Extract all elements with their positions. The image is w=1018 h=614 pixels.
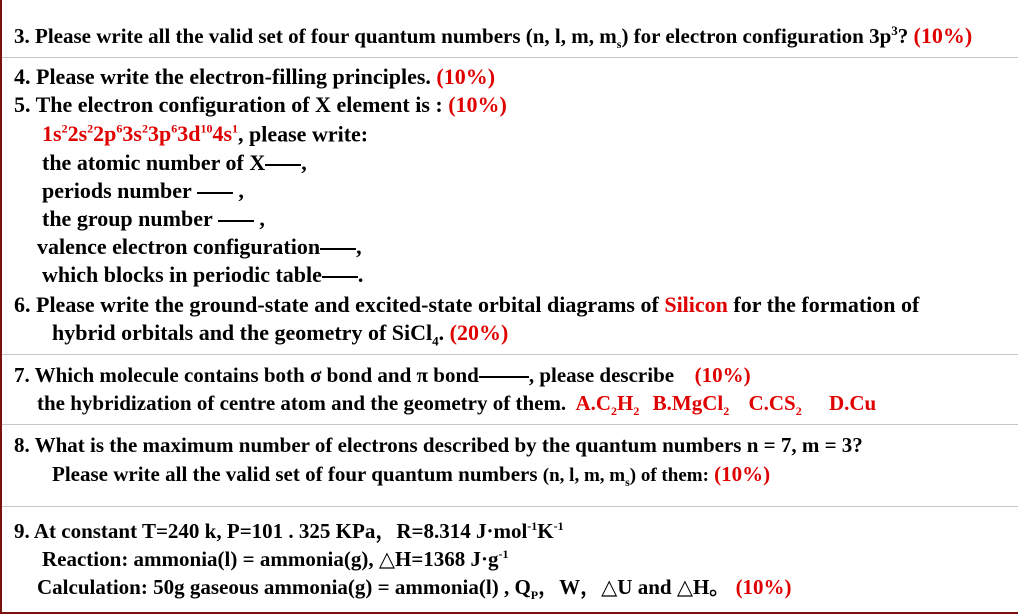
question-3-score: (10%) [913,23,973,48]
answer-blank [197,192,233,194]
question-9-score: (10%) [735,575,792,599]
question-5-text: 5. The electron configuration of X element is : [14,92,443,117]
question-3-text: 3. Please write all the valid set of four quantum numbers (n, l, m, m [14,24,617,48]
electron-configuration: $1s^22s^22p^63s^23p^63d^{10}4s^1$ [42,121,238,147]
answer-blank [479,376,529,378]
clipped-previous-question [332,0,672,4]
item-valence-config: valence electron configuration , [37,234,362,259]
question-6-line-2: hybrid orbitals and the geometry of SiCl$_4$. (20%) [52,320,509,349]
answer-blank [320,248,356,250]
question-7-line-2: the hybridization of centre atom and the geometry of them. $A.C_2H_2$ B.MgCl$_2$ $C.CS_2$ D.Cu [37,391,877,419]
question-6-line-1: 6. Please write the ground-state and excited-state orbital diagrams of Silicon for the formation of [14,292,920,317]
question-3-text3: ? [897,24,909,48]
config-tail: , please write: [238,121,369,147]
question-3-sub: s [616,37,622,52]
answer-blank [322,276,358,278]
question-4-text: 4. Please write the electron-filling principles. [14,64,431,89]
option-c: $C.CS_2$ [748,391,802,419]
question-6-score: (20%) [449,320,509,345]
question-5 [14,94,507,116]
separator [2,354,1018,355]
question-7-score: (10%) [694,363,751,387]
separator [2,57,1018,58]
item-block: which blocks in periodic table . [42,262,364,287]
question-8-score: (10%) [714,462,771,486]
question-9-line-2: Reaction: ammonia(l) = ammonia(g), △H=1368 $J\cdot g^{-1}$ [42,547,509,571]
separator [2,506,1018,507]
question-3 [14,24,972,50]
element-silicon: Silicon [664,292,728,317]
option-b: B.MgCl$_2$ [652,391,730,419]
answer-blank [265,164,301,166]
question-5-score: (10%) [448,92,507,117]
question-4 [14,66,495,88]
option-a: $A.C_2H_2$ [575,391,640,419]
answer-blank [218,220,254,222]
electron-configuration-line [42,123,368,145]
question-3-text2: ) for electron configuration 3p [621,24,892,48]
question-4-score: (10%) [436,64,496,89]
question-3-sup: 3 [891,23,898,38]
question-9-line-1: 9. At constant T=240 k, P=101 . 325 KPa，R=8.314 $J\cdot mol^{-1}K^{-1}$ [14,519,564,543]
item-periods-number: periods number , [42,178,244,203]
separator [2,424,1018,425]
question-8-line-2: Please write all the valid set of four quantum numbers (n, l, m, $m_s$) of them: (10%) [52,462,771,490]
question-9-line-3: Calculation: 50g gaseous ammonia(g) = ammonia(l) , $Q_P$，W，△U and △H。 (10%) [37,575,792,603]
question-8-line-1: 8. What is the maximum number of electrons described by the quantum numbers n = 7, m = 3? [14,433,863,457]
item-group-number: the group number , [42,206,265,231]
item-atomic-number: the atomic number of X , [42,150,307,175]
option-d: D.Cu [828,391,877,415]
question-7-line-1: 7. Which molecule contains both σ bond and π bond , please describe (10%) [14,363,751,387]
